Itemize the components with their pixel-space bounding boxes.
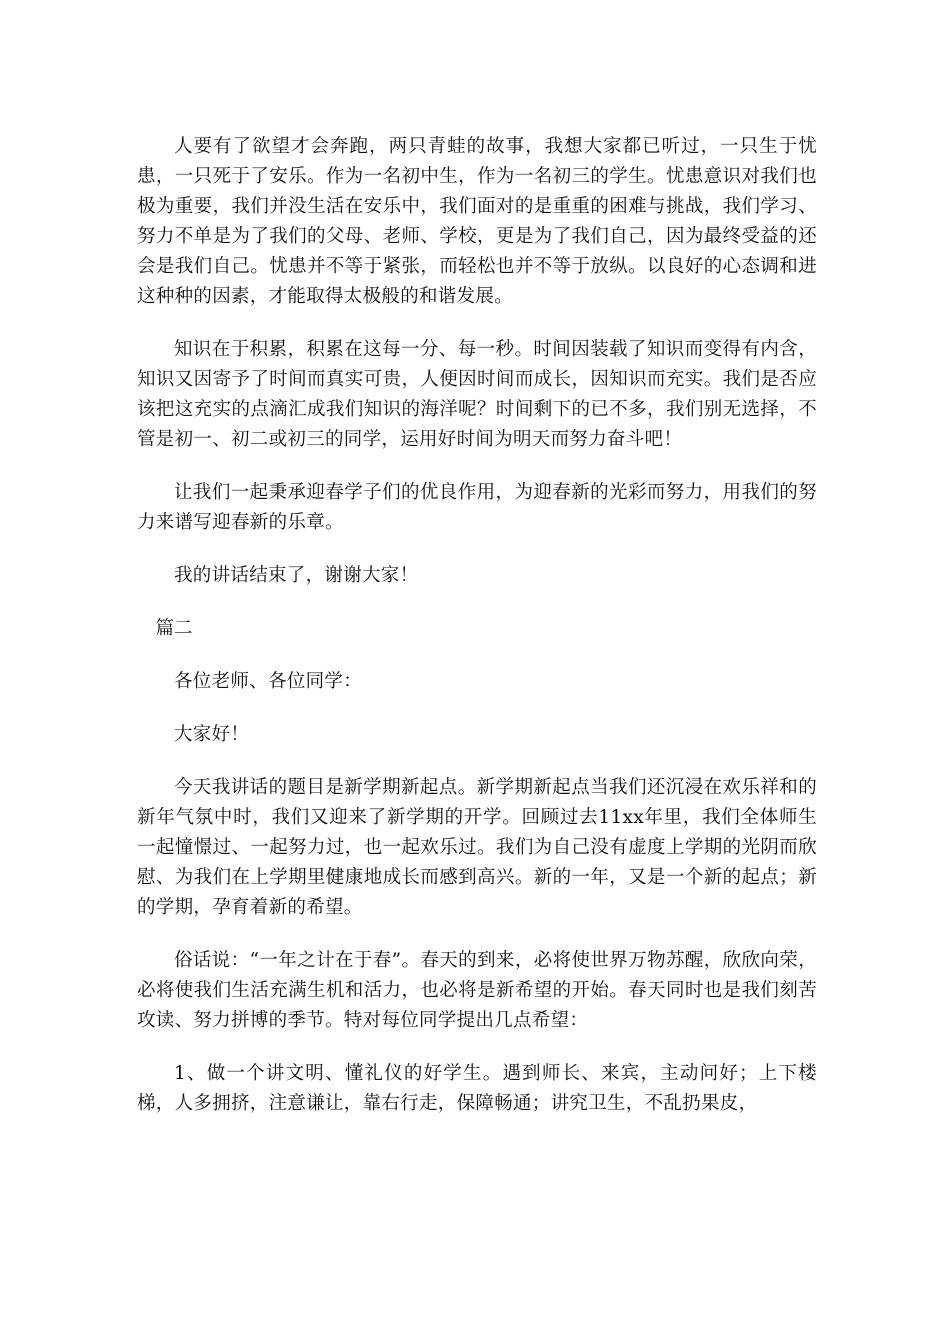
paragraph-salutation: 各位老师、各位同学： [174,671,363,692]
paragraph-together: 让我们一起秉承迎春学子们的优良作用，为迎春新的光彩而努力，用我们的努力来谱写迎春新的乐章。 [137,482,817,533]
paragraph-closing: 我的讲话结束了，谢谢大家！ [174,565,419,586]
paragraph-new-semester: 今天我讲话的题目是新学期新起点。新学期新起点当我们还沉浸在欢乐祥和的新年气氛中时，我们又迎来了新学期的开学。回顾过去11xx年里，我们全体师生一起憧憬过、一起努力过，也一起欢乐过。我们为自己没有虚度上学期的光阴而欣慰、为我们在上学期里健康地成长而感到高兴。新的一年，又是一个新的起点；新的学期，孕育着新的希望。 [137,777,817,918]
section-heading: 篇二 [155,618,193,639]
paragraph-worry-awareness: 人要有了欲望才会奔跑，两只青蛙的故事，我想大家都已听过，一只生于忧患，一只死于了安乐。作为一名初中生，作为一名初三的学生。忧患意识对我们也极为重要，我们并没生活在安乐中，我们面对的是重重的困难与挑战，我们学习、努力不单是为了我们的父母、老师、学校，更是为了我们自己，因为最终受益的还会是我们自己。忧患并不等于紧张，而轻松也并不等于放纵。以良好的心态调和进这种种的因素，才能取得太极般的和谐发展。 [137,136,817,307]
document-body [137,132,817,1119]
paragraph-greeting: 大家好！ [174,724,250,745]
paragraph-spring-saying: 俗话说：“一年之计在于春”。春天的到来，必将使世界万物苏醒，欣欣向荣，必将使我们生活充满生机和活力，也必将是新希望的开始。春天同时也是我们刻苦攻读、努力拼博的季节。特对每位同学提出几点希望： [137,950,817,1031]
paragraph-hope-item-1: 1、做一个讲文明、懂礼仪的好学生。遇到师长、来宾，主动问好；上下楼梯，人多拥挤，注意谦让，靠右行走，保障畅通；讲究卫生，不乱扔果皮， [137,1063,817,1114]
paragraph-knowledge-time: 知识在于积累，积累在这每一分、每一秒。时间因装载了知识而变得有内含，知识又因寄予了时间而真实可贵，人便因时间而成长，因知识而充实。我们是否应该把这充实的点滴汇成我们知识的海洋呢？时间剩下的已不多，我们别无选择，不管是初一、初二或初三的同学，运用好时间为明天而努力奋斗吧！ [137,339,817,450]
